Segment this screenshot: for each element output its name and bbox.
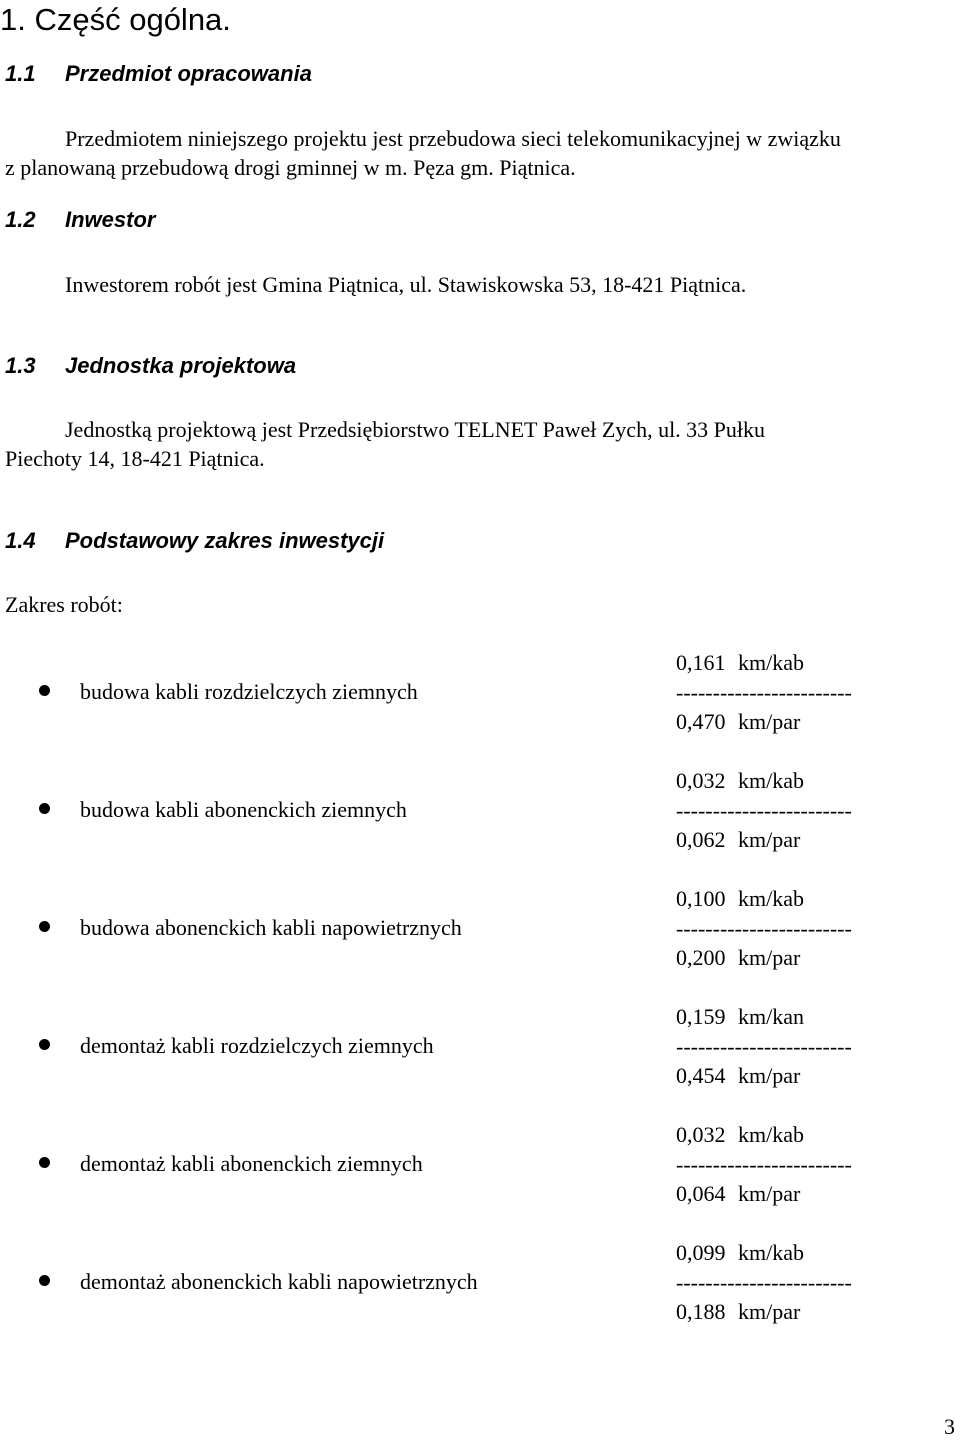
section-number: 1.2 bbox=[5, 207, 36, 232]
list-item bbox=[0, 1002, 960, 1092]
section-title: Inwestor bbox=[65, 207, 156, 232]
work-label: budowa abonenckich kabli napowietrznych bbox=[80, 915, 462, 940]
bullet-icon bbox=[39, 803, 50, 814]
list-item bbox=[0, 884, 960, 974]
work-label: demontaż kabli rozdzielczych ziemnych bbox=[80, 1033, 434, 1058]
section-heading-1-4 bbox=[5, 528, 384, 554]
list-item bbox=[0, 1120, 960, 1210]
work-label: demontaż kabli abonenckich ziemnych bbox=[80, 1151, 423, 1176]
bullet-icon bbox=[39, 921, 50, 932]
list-item bbox=[0, 1238, 960, 1328]
work-label: budowa kabli rozdzielczych ziemnych bbox=[80, 679, 418, 704]
work-quantity: 0,159 km/kan ------------------------ 0,454 km/par bbox=[676, 1004, 852, 1088]
work-quantity: 0,032 km/kab ------------------------ 0,062 km/par bbox=[676, 768, 852, 852]
section-number: 1.1 bbox=[5, 61, 36, 86]
section-title: Jednostka projektowa bbox=[65, 353, 297, 378]
bullet-icon bbox=[39, 1157, 50, 1168]
list-item bbox=[0, 766, 960, 856]
page-number: 3 bbox=[944, 1414, 955, 1439]
section-text-line: Przedmiotem niniejszego projektu jest przebudowa sieci telekomunikacyjnej w związku bbox=[65, 126, 841, 151]
scope-intro: Zakres robót: bbox=[5, 592, 123, 617]
bullet-icon bbox=[39, 1039, 50, 1050]
work-label: budowa kabli abonenckich ziemnych bbox=[80, 797, 407, 822]
work-quantity: 0,099 km/kab ------------------------ 0,188 km/par bbox=[676, 1240, 852, 1324]
section-heading-1-1 bbox=[5, 61, 312, 87]
section-title: Przedmiot opracowania bbox=[65, 61, 312, 86]
bullet-icon bbox=[39, 685, 50, 696]
section-text-line: z planowaną przebudową drogi gminnej w m. Pęza gm. Piątnica. bbox=[5, 155, 576, 180]
section-text-line: Jednostką projektową jest Przedsiębiorstwo TELNET Paweł Zych, ul. 33 Pułku bbox=[65, 417, 766, 442]
work-quantity: 0,161 km/kab ------------------------ 0,470 km/par bbox=[676, 650, 852, 734]
section-heading-1-2 bbox=[5, 207, 155, 233]
bullet-icon bbox=[39, 1275, 50, 1286]
work-quantity: 0,100 km/kab ------------------------ 0,200 km/par bbox=[676, 886, 852, 970]
section-number: 1.4 bbox=[5, 528, 36, 553]
section-text-line: Piechoty 14, 18-421 Piątnica. bbox=[5, 446, 265, 471]
work-label: demontaż abonenckich kabli napowietrznych bbox=[80, 1269, 478, 1294]
section-number: 1.3 bbox=[5, 353, 36, 378]
list-item bbox=[0, 648, 960, 738]
section-heading-1-3 bbox=[5, 353, 296, 379]
page-title: 1. Część ogólna. bbox=[0, 2, 231, 37]
section-title: Podstawowy zakres inwestycji bbox=[65, 528, 385, 553]
work-quantity: 0,032 km/kab ------------------------ 0,064 km/par bbox=[676, 1122, 852, 1206]
section-text-line: Inwestorem robót jest Gmina Piątnica, ul. Stawiskowska 53, 18-421 Piątnica. bbox=[65, 272, 747, 297]
